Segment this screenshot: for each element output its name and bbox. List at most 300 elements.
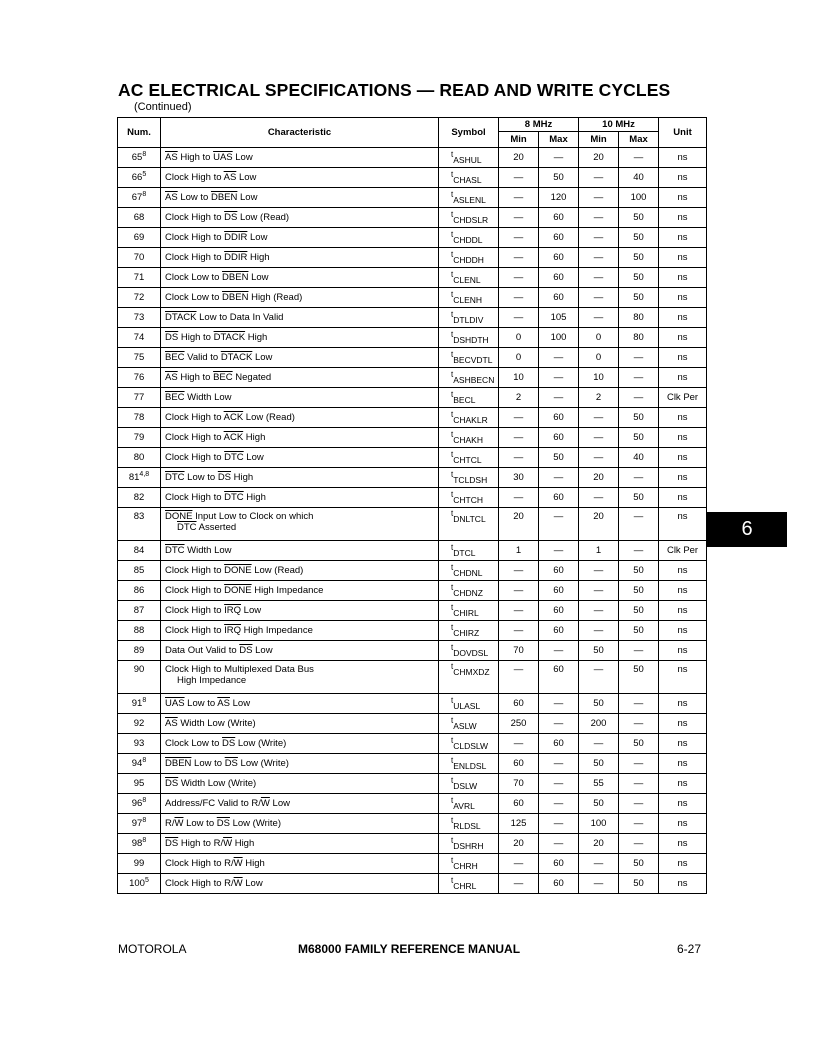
characteristic-text: Valid to bbox=[184, 352, 221, 363]
characteristic-text: R/ bbox=[165, 818, 175, 829]
row-number-value: 67 bbox=[131, 192, 143, 204]
row-max10: — bbox=[619, 508, 659, 541]
row-min10: 20 bbox=[579, 508, 619, 541]
active-low-signal: $\overline{W}$ bbox=[233, 878, 243, 889]
row-min8: 250 bbox=[499, 714, 539, 734]
row-min8: 60 bbox=[499, 794, 539, 814]
symbol-subscript: BECVDTL bbox=[453, 355, 493, 365]
symbol-prefix: t bbox=[451, 150, 454, 159]
row-min8: — bbox=[499, 581, 539, 601]
symbol-subscript: CHIRL bbox=[453, 608, 479, 618]
symbol-subscript: CHTCL bbox=[453, 455, 482, 465]
table-row bbox=[118, 328, 707, 348]
row-max10: 50 bbox=[619, 621, 659, 641]
row-characteristic bbox=[161, 754, 439, 774]
table-row bbox=[118, 288, 707, 308]
active-low-signal: $\overline{DS}$ bbox=[224, 758, 238, 769]
row-min8: 20 bbox=[499, 508, 539, 541]
row-unit: ns bbox=[659, 714, 707, 734]
row-min10: 100 bbox=[579, 814, 619, 834]
row-characteristic bbox=[161, 368, 439, 388]
chapter-tab: 6 bbox=[707, 512, 787, 547]
row-max10: 100 bbox=[619, 188, 659, 208]
active-low-signal: $\overline{BEC}$ bbox=[213, 372, 233, 383]
active-low-signal: $\overline{DTC}$ bbox=[177, 522, 197, 533]
row-number bbox=[118, 328, 161, 348]
row-number bbox=[118, 754, 161, 774]
row-unit: ns bbox=[659, 814, 707, 834]
row-min10: 10 bbox=[579, 368, 619, 388]
characteristic-text: Address/FC Valid to R/ bbox=[165, 798, 261, 809]
row-unit: ns bbox=[659, 348, 707, 368]
row-unit: ns bbox=[659, 148, 707, 168]
row-min10: — bbox=[579, 248, 619, 268]
table-row bbox=[118, 508, 707, 541]
row-max10: 50 bbox=[619, 248, 659, 268]
row-min8: — bbox=[499, 488, 539, 508]
row-number-value: 94 bbox=[131, 758, 143, 770]
row-footnote: 8 bbox=[142, 837, 147, 845]
symbol-prefix: t bbox=[451, 603, 454, 612]
characteristic-text: Input Low to Clock on which bbox=[192, 511, 314, 522]
characteristic-text: Low bbox=[236, 172, 257, 183]
row-number-value: 82 bbox=[133, 492, 145, 503]
active-low-signal: DONE bbox=[224, 585, 252, 596]
symbol-subscript: DSLW bbox=[453, 781, 478, 791]
symbol-prefix: t bbox=[451, 490, 454, 499]
row-symbol bbox=[439, 408, 499, 428]
row-number-value: 100 bbox=[129, 878, 145, 890]
row-min10: — bbox=[579, 408, 619, 428]
row-min8: — bbox=[499, 561, 539, 581]
row-max8: — bbox=[539, 541, 579, 561]
row-max8: — bbox=[539, 694, 579, 714]
characteristic-text: Data Out Valid to bbox=[165, 645, 240, 656]
symbol-prefix: t bbox=[451, 796, 454, 805]
row-max10: — bbox=[619, 348, 659, 368]
table-row bbox=[118, 448, 707, 468]
row-number bbox=[118, 854, 161, 874]
characteristic-text: Clock High to bbox=[165, 452, 225, 463]
row-footnote: 8 bbox=[142, 191, 147, 199]
row-footnote: 8 bbox=[142, 151, 147, 159]
row-min10: — bbox=[579, 308, 619, 328]
row-max8: 60 bbox=[539, 288, 579, 308]
row-unit: ns bbox=[659, 508, 707, 541]
row-max8: — bbox=[539, 468, 579, 488]
row-min10: 50 bbox=[579, 641, 619, 661]
characteristic-text: Low bbox=[247, 232, 268, 243]
row-unit: ns bbox=[659, 694, 707, 714]
symbol-subscript: CLDSLW bbox=[453, 741, 489, 751]
characteristic-text: Low to bbox=[184, 472, 218, 483]
row-unit: ns bbox=[659, 834, 707, 854]
table-row bbox=[118, 188, 707, 208]
symbol-prefix: t bbox=[451, 270, 454, 279]
row-min8: — bbox=[499, 288, 539, 308]
symbol-subscript: ASLENL bbox=[453, 195, 486, 205]
row-unit: Clk Per bbox=[659, 541, 707, 561]
table-row bbox=[118, 621, 707, 641]
active-low-signal: $\overline{ACK}$ bbox=[223, 432, 244, 443]
row-symbol bbox=[439, 308, 499, 328]
characteristic-text: High bbox=[231, 472, 254, 483]
row-min8: 20 bbox=[499, 148, 539, 168]
active-low-signal: $\overline{DTC}$ bbox=[224, 452, 244, 463]
row-max10: — bbox=[619, 368, 659, 388]
table-row bbox=[118, 168, 707, 188]
active-low-signal: $\overline{W}$ bbox=[223, 838, 233, 849]
row-symbol bbox=[439, 601, 499, 621]
row-number-value: 97 bbox=[131, 818, 143, 830]
row-characteristic bbox=[161, 601, 439, 621]
row-number bbox=[118, 188, 161, 208]
row-symbol bbox=[439, 834, 499, 854]
symbol-prefix: t bbox=[451, 643, 454, 652]
characteristic-text: Clock High to bbox=[165, 565, 225, 576]
row-min10: — bbox=[579, 874, 619, 894]
active-low-signal: $\overline{ACK}$ bbox=[223, 412, 244, 423]
row-max10: — bbox=[619, 468, 659, 488]
symbol-subscript: TCLDSH bbox=[453, 475, 488, 485]
row-max8: 60 bbox=[539, 228, 579, 248]
row-min8: 70 bbox=[499, 641, 539, 661]
active-low-signal: $\overline{DS}$ bbox=[224, 212, 238, 223]
row-max8: 60 bbox=[539, 661, 579, 694]
row-number bbox=[118, 468, 161, 488]
characteristic-text: Clock Low to bbox=[165, 738, 223, 749]
row-characteristic bbox=[161, 448, 439, 468]
row-number-value: 84 bbox=[133, 545, 145, 556]
col-10mhz-max-header: Max bbox=[619, 132, 659, 148]
row-number bbox=[118, 874, 161, 894]
active-low-signal: DTACK bbox=[213, 332, 246, 343]
characteristic-text: Width Low (Write) bbox=[177, 718, 256, 729]
characteristic-text: Width Low bbox=[184, 545, 232, 556]
characteristic-text: Clock High to bbox=[165, 412, 224, 423]
row-min10: — bbox=[579, 581, 619, 601]
row-number bbox=[118, 248, 161, 268]
symbol-prefix: t bbox=[451, 350, 454, 359]
row-symbol bbox=[439, 348, 499, 368]
row-unit: ns bbox=[659, 208, 707, 228]
characteristic-text: Clock High to R/ bbox=[165, 878, 234, 889]
characteristic-text: High to bbox=[177, 152, 214, 163]
row-symbol bbox=[439, 854, 499, 874]
active-low-signal: DDIR bbox=[224, 232, 248, 243]
row-symbol bbox=[439, 288, 499, 308]
symbol-subscript: DOVDSL bbox=[453, 648, 489, 658]
row-min8: 0 bbox=[499, 328, 539, 348]
row-characteristic bbox=[161, 288, 439, 308]
table-row bbox=[118, 714, 707, 734]
row-unit: ns bbox=[659, 468, 707, 488]
characteristic-text: Low (Read) bbox=[243, 412, 295, 423]
characteristic-second-line bbox=[165, 675, 435, 686]
table-row bbox=[118, 228, 707, 248]
row-number-value: 74 bbox=[133, 332, 145, 343]
col-10mhz-header: 10 MHz bbox=[579, 118, 659, 132]
col-8mhz-header: 8 MHz bbox=[499, 118, 579, 132]
row-max8: — bbox=[539, 641, 579, 661]
row-min8: 70 bbox=[499, 774, 539, 794]
row-unit: ns bbox=[659, 428, 707, 448]
row-unit: ns bbox=[659, 874, 707, 894]
row-min10: — bbox=[579, 228, 619, 248]
characteristic-text: High bbox=[247, 252, 270, 263]
row-min10: — bbox=[579, 168, 619, 188]
row-symbol bbox=[439, 328, 499, 348]
footer-publisher: MOTOROLA bbox=[118, 942, 187, 956]
row-characteristic bbox=[161, 228, 439, 248]
row-max8: — bbox=[539, 834, 579, 854]
row-max8: — bbox=[539, 388, 579, 408]
row-characteristic bbox=[161, 308, 439, 328]
row-symbol bbox=[439, 268, 499, 288]
col-unit-header: Unit bbox=[659, 118, 707, 148]
row-max10: 50 bbox=[619, 288, 659, 308]
characteristic-text: Low to bbox=[184, 698, 218, 709]
symbol-prefix: t bbox=[451, 662, 454, 671]
row-min10: — bbox=[579, 854, 619, 874]
row-min8: — bbox=[499, 874, 539, 894]
row-symbol bbox=[439, 641, 499, 661]
row-min8: — bbox=[499, 621, 539, 641]
row-max10: — bbox=[619, 814, 659, 834]
symbol-prefix: t bbox=[451, 190, 454, 199]
row-symbol bbox=[439, 541, 499, 561]
col-symbol-header: Symbol bbox=[439, 118, 499, 148]
row-unit: ns bbox=[659, 188, 707, 208]
symbol-prefix: t bbox=[451, 836, 454, 845]
row-max10: 50 bbox=[619, 268, 659, 288]
active-low-signal: DBEN bbox=[222, 292, 249, 303]
row-unit: ns bbox=[659, 754, 707, 774]
row-min8: 60 bbox=[499, 754, 539, 774]
row-min10: 0 bbox=[579, 328, 619, 348]
characteristic-text: Low to bbox=[191, 758, 225, 769]
symbol-prefix: t bbox=[451, 430, 454, 439]
row-unit: ns bbox=[659, 308, 707, 328]
symbol-prefix: t bbox=[451, 410, 454, 419]
characteristic-text: Low bbox=[229, 698, 251, 709]
active-low-signal: $\overline{UAS}$ bbox=[165, 698, 185, 709]
characteristic-text: High bbox=[245, 332, 268, 343]
row-number-value: 90 bbox=[133, 664, 145, 675]
row-max8: 60 bbox=[539, 601, 579, 621]
characteristic-text: Clock High to bbox=[165, 585, 225, 596]
characteristic-text: Clock Low to bbox=[165, 272, 223, 283]
row-min10: — bbox=[579, 488, 619, 508]
characteristic-text: Clock High to bbox=[165, 252, 225, 263]
row-number-value: 81 bbox=[128, 472, 140, 484]
row-characteristic bbox=[161, 694, 439, 714]
row-max10: — bbox=[619, 774, 659, 794]
active-low-signal: DONE bbox=[165, 511, 193, 522]
row-characteristic bbox=[161, 814, 439, 834]
row-symbol bbox=[439, 508, 499, 541]
row-max8: 60 bbox=[539, 621, 579, 641]
row-min10: 200 bbox=[579, 714, 619, 734]
row-number bbox=[118, 541, 161, 561]
active-low-signal: $\overline{DS}$ bbox=[165, 778, 179, 789]
row-max10: 50 bbox=[619, 408, 659, 428]
row-number-value: 93 bbox=[133, 738, 145, 749]
active-low-signal: $\overline{DS}$ bbox=[216, 818, 230, 829]
row-number-value: 68 bbox=[133, 212, 145, 223]
characteristic-text: High bbox=[242, 858, 265, 869]
row-min10: 1 bbox=[579, 541, 619, 561]
table-row bbox=[118, 561, 707, 581]
characteristic-text: Low bbox=[237, 192, 258, 203]
characteristic-text: Low (Read) bbox=[237, 212, 290, 223]
row-unit: ns bbox=[659, 448, 707, 468]
table-row bbox=[118, 794, 707, 814]
row-symbol bbox=[439, 794, 499, 814]
row-number bbox=[118, 148, 161, 168]
row-symbol bbox=[439, 188, 499, 208]
active-low-signal: $\overline{W}$ bbox=[233, 858, 243, 869]
row-min10: 50 bbox=[579, 754, 619, 774]
row-number-value: 86 bbox=[133, 585, 145, 596]
row-characteristic bbox=[161, 541, 439, 561]
symbol-subscript: CHDDL bbox=[453, 235, 483, 245]
row-characteristic bbox=[161, 488, 439, 508]
active-low-signal: $\overline{IRQ}$ bbox=[224, 625, 242, 636]
active-low-signal: DTACK bbox=[220, 352, 253, 363]
row-max8: 60 bbox=[539, 854, 579, 874]
row-number-value: 80 bbox=[133, 452, 145, 463]
row-max10: 50 bbox=[619, 208, 659, 228]
row-max8: 120 bbox=[539, 188, 579, 208]
characteristic-text: Clock High to bbox=[165, 492, 225, 503]
characteristic-text: High Impedance bbox=[177, 675, 247, 686]
table-row bbox=[118, 774, 707, 794]
row-unit: ns bbox=[659, 854, 707, 874]
symbol-subscript: ASLW bbox=[453, 721, 477, 731]
characteristic-text: Clock High to Multiplexed Data Bus bbox=[165, 664, 314, 675]
row-min10: — bbox=[579, 208, 619, 228]
row-unit: ns bbox=[659, 794, 707, 814]
row-min10: — bbox=[579, 561, 619, 581]
table-row bbox=[118, 641, 707, 661]
row-number-value: 66 bbox=[131, 172, 143, 184]
row-footnote: 8 bbox=[142, 797, 147, 805]
symbol-prefix: t bbox=[451, 470, 454, 479]
characteristic-text: High to R/ bbox=[178, 838, 224, 849]
row-number bbox=[118, 694, 161, 714]
row-symbol bbox=[439, 754, 499, 774]
row-max8: 60 bbox=[539, 561, 579, 581]
symbol-subscript: CHRL bbox=[453, 881, 477, 891]
symbol-subscript: DSHDTH bbox=[453, 335, 489, 345]
row-min8: — bbox=[499, 308, 539, 328]
row-number-value: 87 bbox=[133, 605, 145, 616]
row-min8: — bbox=[499, 168, 539, 188]
row-max10: 50 bbox=[619, 854, 659, 874]
characteristic-text: Low (Write) bbox=[229, 818, 281, 829]
row-footnote: 5 bbox=[144, 877, 149, 885]
row-characteristic bbox=[161, 714, 439, 734]
row-min8: 0 bbox=[499, 348, 539, 368]
table-row bbox=[118, 248, 707, 268]
characteristic-text: Negated bbox=[232, 372, 272, 383]
row-max8: — bbox=[539, 814, 579, 834]
row-max10: 40 bbox=[619, 168, 659, 188]
row-min10: — bbox=[579, 428, 619, 448]
symbol-subscript: CHMXDZ bbox=[453, 667, 490, 677]
row-characteristic bbox=[161, 248, 439, 268]
symbol-subscript: ULASL bbox=[453, 701, 481, 711]
symbol-subscript: CHAKH bbox=[453, 435, 483, 445]
table-row bbox=[118, 661, 707, 694]
row-characteristic bbox=[161, 268, 439, 288]
row-min8: 30 bbox=[499, 468, 539, 488]
row-number-value: 83 bbox=[133, 511, 145, 522]
characteristic-text: Clock High to bbox=[165, 432, 224, 443]
table-row bbox=[118, 388, 707, 408]
col-characteristic-header: Characteristic bbox=[161, 118, 439, 148]
row-max8: 50 bbox=[539, 448, 579, 468]
active-low-signal: DBEN bbox=[165, 758, 192, 769]
symbol-prefix: t bbox=[451, 543, 454, 552]
row-symbol bbox=[439, 661, 499, 694]
symbol-prefix: t bbox=[451, 756, 454, 765]
row-max8: 60 bbox=[539, 874, 579, 894]
symbol-prefix: t bbox=[451, 563, 454, 572]
row-number bbox=[118, 774, 161, 794]
active-low-signal: $\overline{DS}$ bbox=[165, 332, 179, 343]
symbol-prefix: t bbox=[451, 450, 454, 459]
row-unit: ns bbox=[659, 561, 707, 581]
characteristic-text: High Impedance bbox=[241, 625, 313, 636]
row-symbol bbox=[439, 621, 499, 641]
row-number-value: 72 bbox=[133, 292, 145, 303]
row-min8: — bbox=[499, 208, 539, 228]
symbol-subscript: CHDDH bbox=[453, 255, 484, 265]
row-symbol bbox=[439, 248, 499, 268]
row-characteristic bbox=[161, 348, 439, 368]
active-low-signal: $\overline{UAS}$ bbox=[213, 152, 233, 163]
row-number-value: 70 bbox=[133, 252, 145, 263]
row-max8: — bbox=[539, 348, 579, 368]
characteristic-text: Low bbox=[252, 352, 273, 363]
row-max8: — bbox=[539, 368, 579, 388]
active-low-signal: $\overline{DTC}$ bbox=[165, 545, 185, 556]
active-low-signal: $\overline{DS}$ bbox=[239, 645, 253, 656]
row-number-value: 79 bbox=[133, 432, 145, 443]
characteristic-text: Width Low bbox=[184, 392, 232, 403]
symbol-prefix: t bbox=[451, 310, 454, 319]
characteristic-text: High bbox=[243, 432, 266, 443]
row-symbol bbox=[439, 368, 499, 388]
row-number bbox=[118, 208, 161, 228]
symbol-subscript: CHDSLR bbox=[453, 215, 489, 225]
table-row bbox=[118, 541, 707, 561]
row-characteristic bbox=[161, 561, 439, 581]
row-characteristic bbox=[161, 468, 439, 488]
row-symbol bbox=[439, 581, 499, 601]
row-number-value: 65 bbox=[131, 152, 143, 164]
row-max8: 60 bbox=[539, 488, 579, 508]
row-number bbox=[118, 288, 161, 308]
row-symbol bbox=[439, 448, 499, 468]
row-max10: — bbox=[619, 694, 659, 714]
row-number bbox=[118, 581, 161, 601]
symbol-subscript: ASHUL bbox=[453, 155, 482, 165]
symbol-subscript: ENLDSL bbox=[453, 761, 487, 771]
row-min10: 50 bbox=[579, 694, 619, 714]
